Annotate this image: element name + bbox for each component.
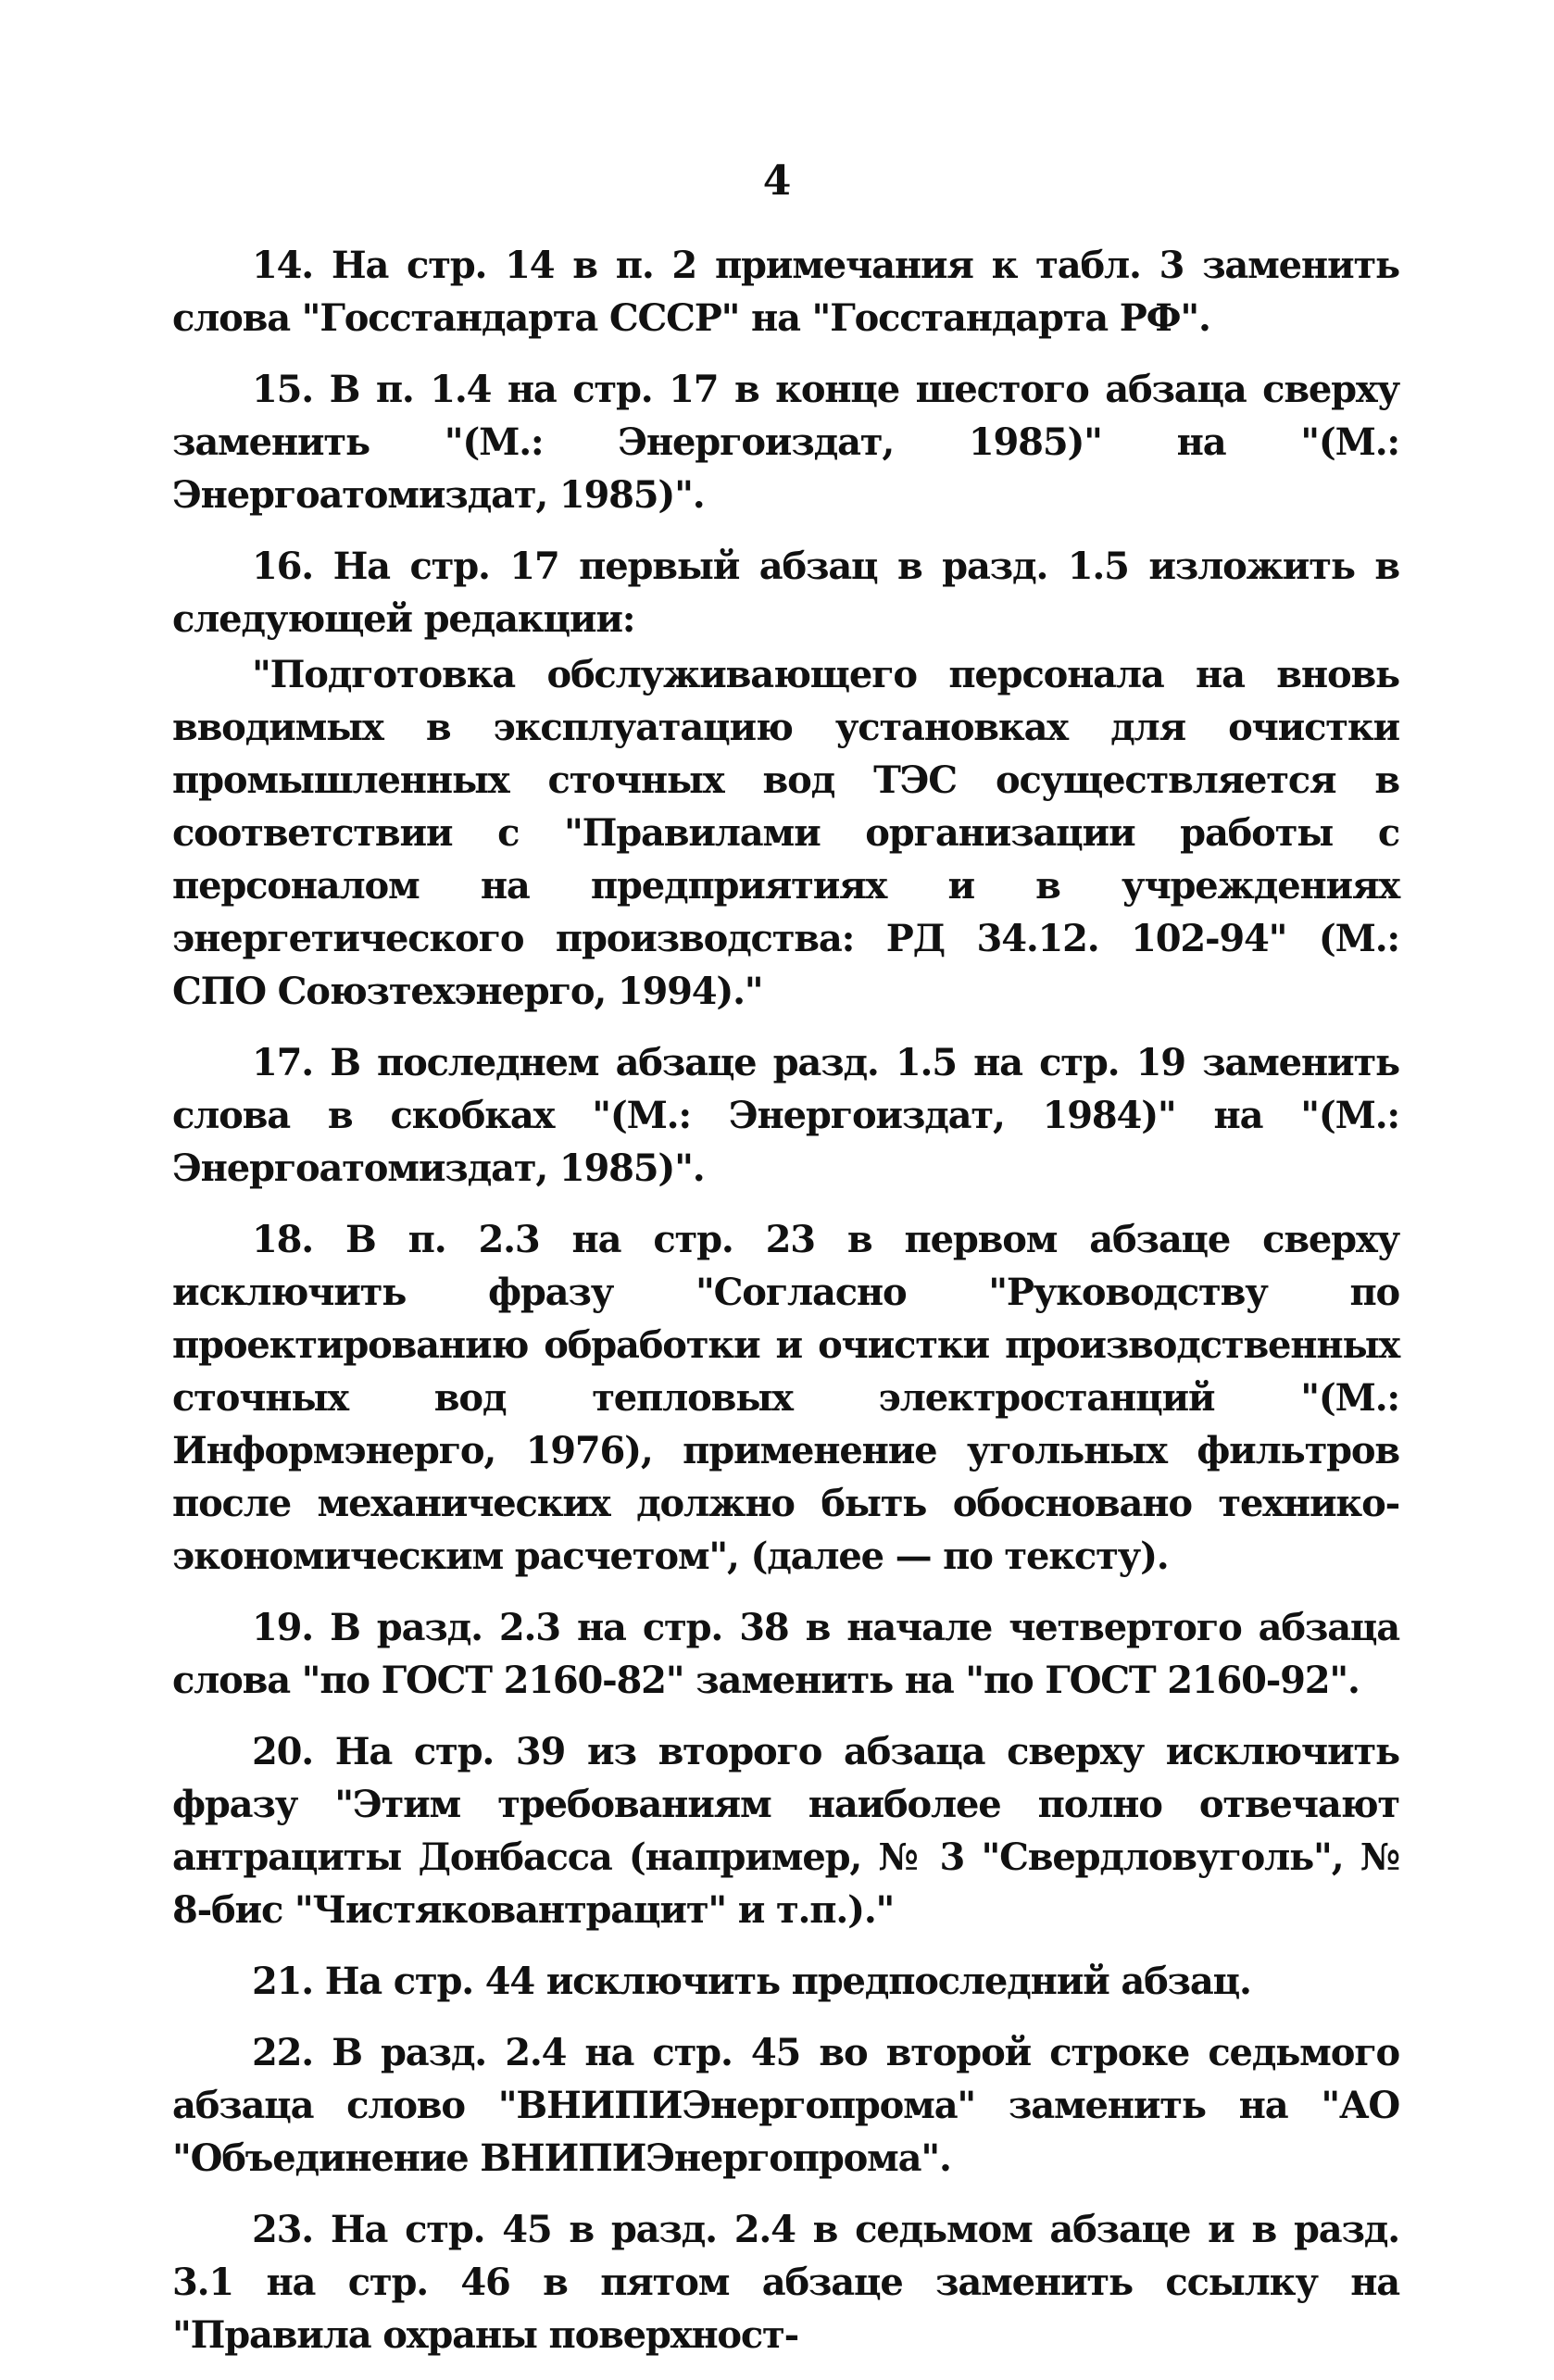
amendment-item-15: [172, 363, 1399, 521]
amendment-item-16: [172, 540, 1399, 1018]
amendment-item-20: [172, 1725, 1399, 1936]
quoted-paragraph: "Подготовка обслуживающего персонала на вновь вводимых в эксплуатацию установках для очистки промышленных сточных вод ТЭС осуществляется в соответствии с "Правилами организации работы с персоналом на предприятиях и в учреждениях энергетического производства: РД 34.12. 102-94" (М.: СПО Союзтехэнерго, 1994).": [172, 653, 1399, 1013]
amendment-item-22: [172, 2026, 1399, 2185]
paragraph: 22. В разд. 2.4 на стр. 45 во второй строке седьмого абзаца слово "ВНИПИЭнергопрома" заменить на "АО "Объединение ВНИПИЭнергопрома".: [172, 2031, 1399, 2180]
document-body: [172, 239, 1399, 2380]
paragraph: 16. На стр. 17 первый абзац в разд. 1.5 изложить в следующей редакции:: [172, 545, 1399, 641]
amendment-item-19: [172, 1601, 1399, 1707]
paragraph: 21. На стр. 44 исключить предпоследний абзац.: [252, 1960, 1251, 2003]
amendment-item-17: [172, 1036, 1399, 1195]
paragraph: 17. В последнем абзаце разд. 1.5 на стр. 19 заменить слова в скобках "(М.: Энергоиздат, 1984)" на "(М.: Энергоатомиздат, 1985)".: [172, 1041, 1399, 1190]
amendment-item-23: [172, 2203, 1399, 2361]
paragraph: 20. На стр. 39 из второго абзаца сверху исключить фразу "Этим требованиям наиболее полно отвечают антрациты Донбасса (например, № 3 "Свердловуголь", № 8-бис "Чистяковантрацит" и т.п.).": [172, 1730, 1399, 1932]
paragraph: 18. В п. 2.3 на стр. 23 в первом абзаце сверху исключить фразу "Согласно "Руководству по проектированию обработки и очистки производственных сточных вод тепловых электростанций "(М.: Информэнерго, 1976), применение угольных фильтров после механических должно быть обосновано технико-экономическим расчетом", (далее — по тексту).: [172, 1218, 1399, 1578]
amendment-item-18: [172, 1213, 1399, 1583]
paragraph: 19. В разд. 2.3 на стр. 38 в начале четвертого абзаца слова "по ГОСТ 2160-82" заменить на "по ГОСТ 2160-92".: [172, 1606, 1399, 1702]
page-number: 4: [762, 157, 792, 205]
amendment-item-14: [172, 239, 1399, 344]
amendment-item-21: [172, 1955, 1399, 2008]
paragraph: 14. На стр. 14 в п. 2 примечания к табл. 3 заменить слова "Госстандарта СССР" на "Госстандарта РФ".: [172, 244, 1399, 340]
paragraph: 15. В п. 1.4 на стр. 17 в конце шестого абзаца сверху заменить "(М.: Энергоиздат, 1985)" на "(М.: Энергоатомиздат, 1985)".: [172, 368, 1399, 517]
paragraph: 23. На стр. 45 в разд. 2.4 в седьмом абзаце и в разд. 3.1 на стр. 46 в пятом абзаце заменить ссылку на "Правила охраны поверхност-: [172, 2208, 1399, 2357]
